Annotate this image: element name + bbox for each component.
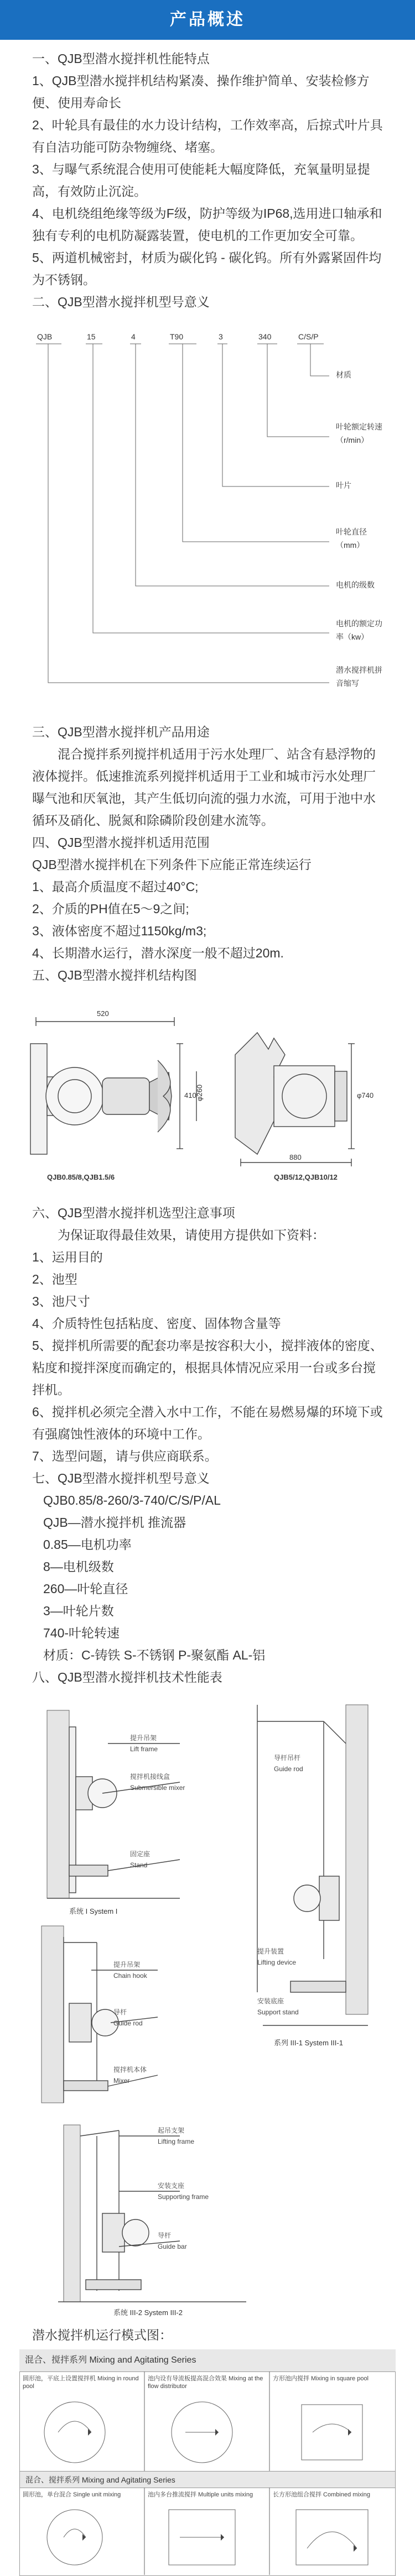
modes-grid — [19, 2349, 396, 2576]
range-item: 1、最高介质温度不超过40°C; — [32, 879, 199, 894]
label-material: 材质 — [336, 370, 351, 379]
label-guide-rod: 导杆吊杆 — [274, 1754, 301, 1762]
mode-cell-label: 池内多台推流搅拌 Multiple units mixing — [148, 2491, 253, 2498]
dim-impeller: φ260 — [195, 1084, 204, 1101]
selection-heading: 六、QJB型潜水搅拌机选型注意事项 — [32, 1206, 235, 1220]
label-stand-en: Stand — [130, 1861, 148, 1869]
label-lift-en: Chain hook — [113, 1972, 147, 1980]
code-poles: 4 — [131, 332, 136, 341]
label-lift-frame: 提升吊架 — [130, 1734, 157, 1742]
performance-heading: 一、QJB型潜水搅拌机性能特点 — [32, 51, 210, 66]
example-item: 材质：C-铸铁 S-不锈钢 P-聚氨酯 AL-铝 — [43, 1648, 266, 1662]
example-item: 3—叶轮片数 — [43, 1604, 114, 1618]
label-lifting-frame: 起吊支架 — [158, 2127, 185, 2134]
code-material: C/S/P — [298, 332, 319, 341]
code-diameter: T90 — [170, 332, 184, 341]
label-mixer: 搅拌机接线盒 — [130, 1773, 170, 1781]
system-1-caption: 系统 I System I — [69, 1907, 118, 1915]
range-item: 3、液体密度不超过1150kg/m3; — [32, 924, 207, 938]
label-guide-bar: 导杆 — [158, 2232, 172, 2239]
dim-height: 410 — [184, 1091, 196, 1099]
modes-table-title-2: 混合、搅拌系列 Mixing and Agitating Series — [25, 2475, 175, 2484]
label-guide-rod-en: Guide rod — [274, 1765, 303, 1773]
code-speed: 340 — [258, 332, 272, 341]
selection-item: 5、搅拌机所需要的配套功率是按容积大小，搅拌液体的密度、粘度和搅拌深度而确定的，根据具体情况应采用一台或多台搅拌机。 — [32, 1338, 383, 1397]
label-lifting-en: Lifting device — [257, 1959, 297, 1966]
label-mixer-en: Submersible mixer — [130, 1784, 185, 1792]
label-supporting-en: Supporting frame — [158, 2193, 209, 2201]
performance-item: 4、电机绕组绝缘等级为F级，防护等级为IP68,选用进口轴承和独有专利的电机防凝露装置，使电机的工作更加安全可靠。 — [32, 206, 382, 243]
label-support: 安装底座 — [257, 1997, 284, 2005]
range-item: 2、介质的PH值在5～9之间; — [32, 902, 189, 916]
section-title: 产品概述 — [170, 11, 245, 29]
label-guide-en: Guide rod — [113, 2019, 143, 2027]
modes-section — [0, 2324, 415, 2346]
performance-item: 1、QJB型潜水搅拌机结构紧凑、操作维护简单、安装检修方便、使用寿命长 — [32, 74, 370, 110]
selection-item: 2、池型 — [32, 1272, 77, 1286]
label-blades: 叶片 — [336, 481, 351, 490]
label-supporting: 安装支座 — [158, 2182, 185, 2190]
structure-drawings — [14, 999, 401, 1187]
selection-item: 1、运用目的 — [32, 1250, 103, 1264]
example-heading: 七、QJB型潜水搅拌机型号意义 — [32, 1471, 210, 1485]
range-item: 4、长期潜水运行，潜水深度一般不超过20m. — [32, 946, 284, 960]
example-item: 8—电机级数 — [43, 1559, 114, 1574]
section-title-bar — [0, 0, 415, 40]
system-31-caption: 系列 III-1 System III-1 — [274, 2039, 343, 2047]
structure-heading: 五、QJB型潜水搅拌机结构图 — [32, 968, 197, 982]
selection-section — [0, 1202, 415, 1688]
label-poles: 电机的级数 — [336, 580, 375, 589]
mode-cell-label: 圆形池，平底上设置搅拌机 Mixing in round pool — [23, 2375, 139, 2390]
range-intro: QJB型潜水搅拌机在下列条件下应能正常连续运行 — [32, 857, 312, 872]
selection-item: 6、搅拌机必须完全潜入水中工作，不能在易燃易爆的环境下或有强腐蚀性液体的环境中工作。 — [32, 1405, 383, 1441]
label-guide: 导杆 — [113, 2008, 127, 2016]
structure-svg — [14, 999, 401, 1187]
modes-heading: 潜水搅拌机运行模式图： — [32, 2328, 172, 2342]
label-lifting: 提升装置 — [257, 1947, 284, 1955]
label-support-en: Support stand — [257, 2008, 299, 2016]
modes-table-title: 混合、搅拌系列 Mixing and Agitating Series — [19, 2349, 396, 2371]
selection-item: 7、选型问题，请与供应商联系。 — [32, 1449, 217, 1463]
range-heading: 四、QJB型潜水搅拌机适用范围 — [32, 835, 210, 850]
model-meaning-heading: 二、QJB型潜水搅拌机型号意义 — [32, 295, 210, 309]
performance-section — [0, 48, 415, 313]
label-mixer-body-en: Mixer — [113, 2077, 130, 2085]
label-guide-bar-en: Guide bar — [158, 2243, 187, 2250]
model-code-diagram — [30, 321, 385, 692]
example-item: QJB0.85/8-260/3-740/C/S/P/AL — [43, 1493, 221, 1507]
selection-item: 3、池尺寸 — [32, 1294, 90, 1308]
example-item: 740-叶轮转速 — [43, 1626, 120, 1640]
label-diameter: 叶轮直径（mm） — [336, 527, 367, 549]
model-code-lines — [30, 321, 385, 692]
label-pinyin: 潜水搅拌机拼音缩写 — [336, 666, 382, 688]
label-power: 电机的额定功率（kw） — [336, 619, 382, 641]
usage-heading: 三、QJB型潜水搅拌机产品用途 — [32, 725, 210, 739]
install-heading: 八、QJB型潜水搅拌机技术性能表 — [32, 1670, 222, 1684]
installation-svg — [14, 1694, 401, 2318]
label-stand: 固定座 — [130, 1850, 151, 1858]
performance-item: 3、与曝气系统混合使用可使能耗大幅度降低，充氧量明显提高，有效防止沉淀。 — [32, 162, 370, 198]
dim-width: 880 — [289, 1153, 302, 1161]
example-item: 260—叶轮直径 — [43, 1582, 128, 1596]
usage-section — [0, 721, 415, 986]
dim-diameter: φ740 — [357, 1091, 374, 1099]
mode-cell-label: 池内设有导流板提高混合效果 Mixing at the flow distributor — [148, 2375, 263, 2390]
label-lift: 提升吊架 — [113, 1961, 141, 1968]
system-32-caption: 系统 III-2 System III-2 — [113, 2308, 183, 2317]
example-item: QJB—潜水搅拌机 推流器 — [43, 1515, 186, 1530]
code-power: 15 — [87, 332, 96, 341]
dim-length: 520 — [97, 1009, 109, 1018]
example-item: 0.85—电机功率 — [43, 1537, 132, 1552]
mode-cell-label: 长方形池组合搅拌 Combined mixing — [273, 2491, 371, 2498]
code-qjb: QJB — [37, 332, 53, 341]
left-caption: QJB0.85/8,QJB1.5/6 — [47, 1173, 115, 1181]
code-blades: 3 — [219, 332, 223, 341]
label-speed: 叶轮额定转速（r/min） — [336, 422, 382, 444]
installation-drawings — [14, 1694, 401, 2318]
mode-cell-label: 方形池内搅拌 Mixing in square pool — [273, 2375, 369, 2382]
usage-text: 混合搅拌系列搅拌机适用于污水处理厂、站含有悬浮物的液体搅拌。低速推流系列搅拌机适用于工业和城市污水处理厂曝气池和厌氧池，其产生低切向流的强力水流，可用于池中水循环及硝化、脱氮和除磷阶段创建水流等。 — [32, 747, 376, 828]
label-lift-frame-en: Lift frame — [130, 1745, 158, 1753]
performance-item: 2、叶轮具有最佳的水力设计结构，工作效率高，后掠式叶片具有自洁功能可防杂物缠绕、堵塞。 — [32, 118, 383, 154]
selection-intro: 为保证取得最佳效果，请使用方提供如下资料： — [58, 1228, 325, 1242]
performance-item: 5、两道机械密封，材质为碳化钨 - 碳化钨。所有外露紧固件均为不锈钢。 — [32, 250, 382, 287]
right-caption: QJB5/12,QJB10/12 — [274, 1173, 338, 1181]
selection-item: 4、介质特性包括粘度、密度、固体物含量等 — [32, 1316, 281, 1331]
label-mixer-body: 搅拌机本体 — [113, 2066, 147, 2074]
label-lifting-frame-en: Lifting frame — [158, 2138, 195, 2145]
mode-cell-label: 圆形池，单台混合 Single unit mixing — [23, 2491, 121, 2498]
